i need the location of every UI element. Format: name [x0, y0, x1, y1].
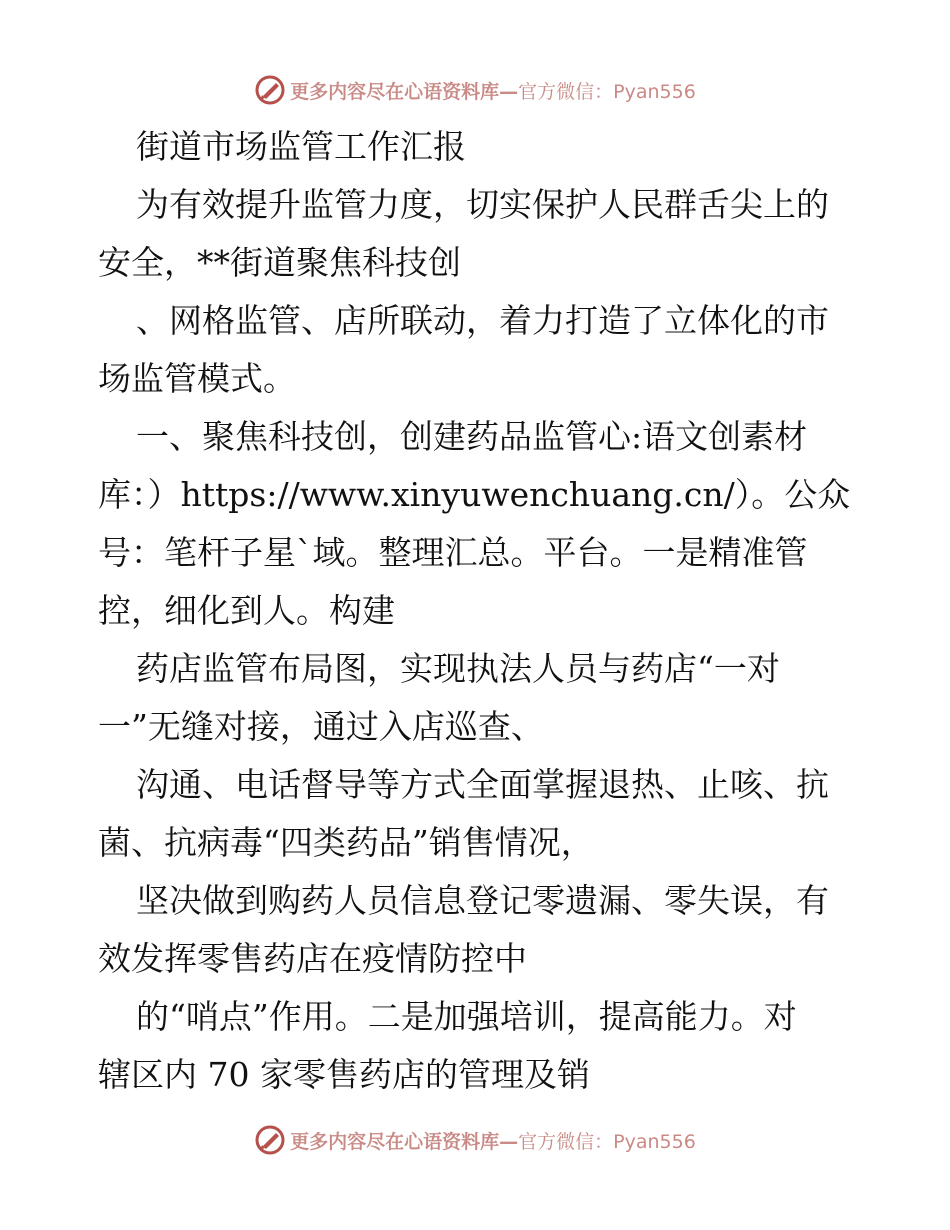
text-line: 药店监管布局图，实现执法人员与药店“一对	[136, 649, 780, 688]
text-line: 控，细化到人。构建	[98, 591, 395, 630]
banner-text: 更多内容尽在心语资料库—官方微信：Pyan556	[290, 1130, 696, 1153]
text-line: 为有效提升监管力度，切实保护人民群舌尖上的	[136, 185, 829, 224]
text-line: 库：）https://www.xinyuwenchuang.cn/）。公众	[98, 475, 851, 514]
text-line: 沟通、电话督导等方式全面掌握退热、止咳、抗	[136, 765, 829, 804]
logo-icon	[254, 1124, 286, 1156]
banner-wechat: 官方微信：Pyan556	[518, 80, 696, 103]
text-line: 、网格监管、店所联动，着力打造了立体化的市	[136, 301, 829, 340]
document-body	[98, 118, 858, 1104]
text-line: 一、聚焦科技创，创建药品监管心:语文创素材	[136, 417, 808, 456]
text-line: 效发挥零售药店在疫情防控中	[98, 939, 527, 978]
text-line: 场监管模式。	[98, 359, 296, 398]
text-line: 街道市场监管工作汇报	[136, 127, 466, 166]
text-line: 安全，**街道聚焦科技创	[98, 243, 461, 282]
banner-text: 更多内容尽在心语资料库—官方微信：Pyan556	[290, 80, 696, 103]
logo-icon	[254, 74, 286, 106]
text-line: 坚决做到购药人员信息登记零遗漏、零失误，有	[136, 881, 829, 920]
text-line: 菌、抗病毒“四类药品”销售情况，	[98, 823, 594, 862]
text-line: 辖区内 70 家零售药店的管理及销	[98, 1055, 590, 1094]
text-line: 号：笔杆子星`域。整理汇总。平台。一是精准管	[98, 533, 808, 572]
top-watermark-banner	[0, 70, 950, 110]
text-line: 的“哨点”作用。二是加强培训，提高能力。对	[136, 997, 797, 1036]
banner-wechat: 官方微信：Pyan556	[518, 1130, 696, 1153]
text-line: 一”无缝对接，通过入店巡查、	[98, 707, 544, 746]
bottom-watermark-banner	[0, 1120, 950, 1160]
